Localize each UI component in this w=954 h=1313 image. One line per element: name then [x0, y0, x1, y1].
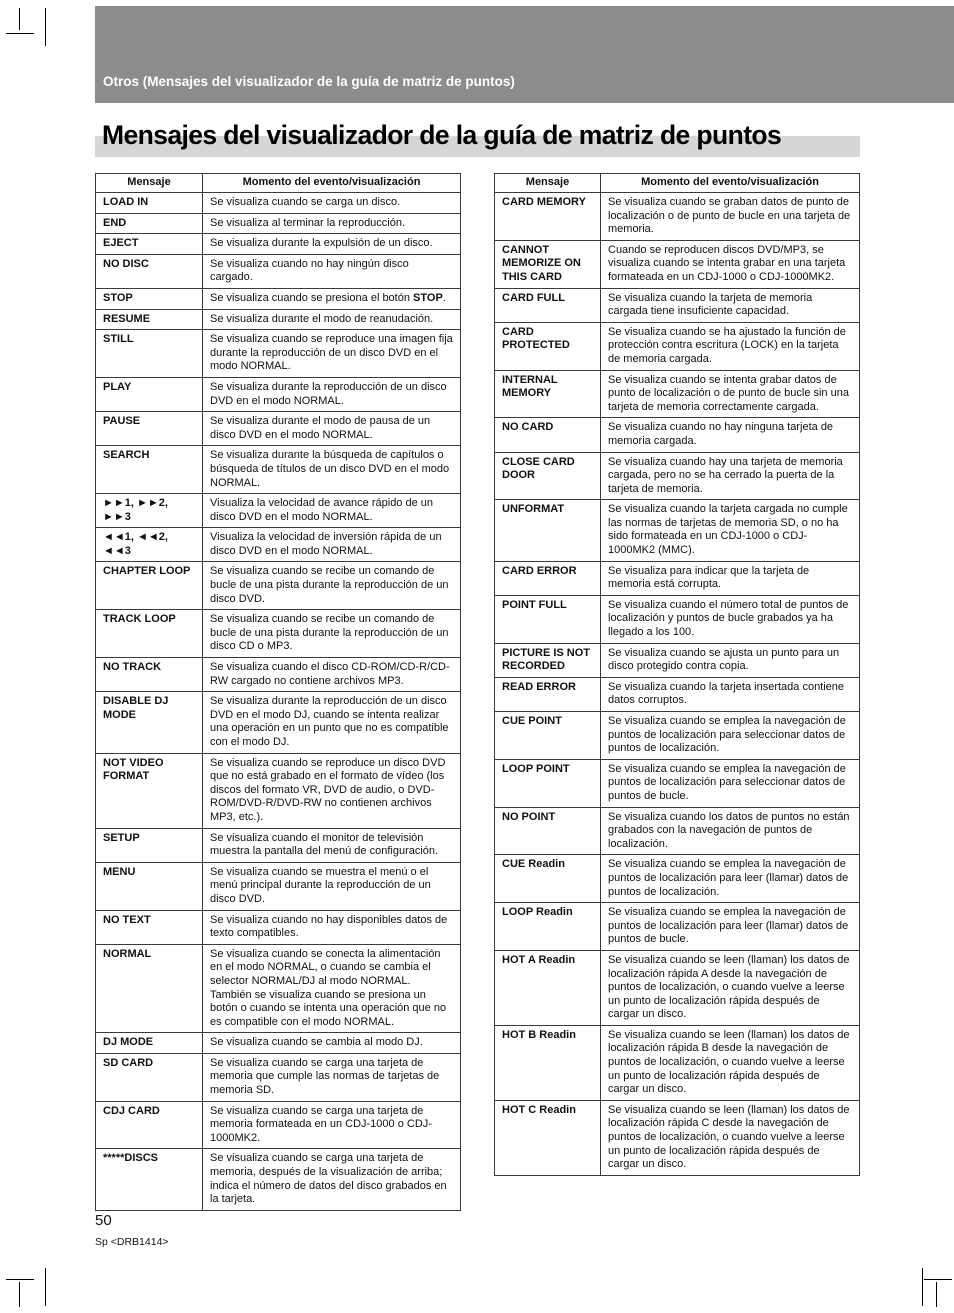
message-description: Se visualiza cuando se carga una tarjeta de memoria que cumple las normas de tarjetas de memoria SD.	[203, 1053, 461, 1101]
message-description: Se visualiza cuando se presiona el botón STOP.	[203, 288, 461, 309]
message-description: Se visualiza al terminar la reproducción.	[203, 213, 461, 234]
message-code: CDJ CARD	[96, 1101, 203, 1149]
message-code: NO DISC	[96, 254, 203, 288]
messages-table-left	[95, 173, 461, 1211]
table-row	[96, 494, 461, 528]
table-row	[495, 452, 860, 500]
message-description: Se visualiza cuando se recibe un comando de bucle de una pista durante la reproducción de un disco DVD.	[203, 562, 461, 610]
table-row	[495, 595, 860, 643]
table-row	[495, 1100, 860, 1175]
message-description: Se visualiza cuando se carga una tarjeta de memoria formateada en un CDJ-1000 o CDJ-1000MK2.	[203, 1101, 461, 1149]
message-code: LOOP POINT	[495, 759, 601, 807]
table-row	[495, 950, 860, 1025]
message-code: PAUSE	[96, 412, 203, 446]
message-description: Se visualiza cuando se ajusta un punto para un disco protegido contra copia.	[601, 643, 860, 677]
crop-mark	[924, 1279, 952, 1280]
table-row	[495, 500, 860, 561]
page-title: Mensajes del visualizador de la guía de matriz de puntos	[102, 120, 782, 150]
table-row	[96, 193, 461, 214]
page-number: 50	[95, 1212, 112, 1229]
table-row	[495, 288, 860, 322]
message-description: Se visualiza durante el modo de reanudación.	[203, 309, 461, 330]
message-code: INTERNAL MEMORY	[495, 370, 601, 418]
message-description: Se visualiza cuando se carga un disco.	[203, 193, 461, 214]
message-code: RESUME	[96, 309, 203, 330]
table-row	[96, 562, 461, 610]
message-description: Se visualiza cuando se carga una tarjeta de memoria, después de la visualización de arriba; indica el número de datos del disco grabados en la tarjeta.	[203, 1149, 461, 1210]
message-description: Se visualiza cuando se intenta grabar datos de punto de localización o de punto de bucle sin una tarjeta de memoria correctamente cargada.	[601, 370, 860, 418]
table-row	[96, 692, 461, 753]
table-row	[96, 658, 461, 692]
message-code: HOT C Readin	[495, 1100, 601, 1175]
message-description: Se visualiza cuando se reproduce un disco DVD que no está grabado en el formato de vídeo (los discos del formato VR, DVD de audio, o DVD-ROM/DVD-R/DVD-RW no contienen archivos MP3, etc.).	[203, 753, 461, 828]
message-code: NO CARD	[495, 418, 601, 452]
table-row	[96, 753, 461, 828]
table-row	[495, 561, 860, 595]
table-row	[495, 855, 860, 903]
message-code: HOT A Readin	[495, 950, 601, 1025]
crop-mark	[6, 1279, 34, 1280]
message-description: Se visualiza cuando se emplea la navegación de puntos de localización para leer (llamar) datos de puntos de bucle.	[601, 903, 860, 951]
message-description: Se visualiza para indicar que la tarjeta de memoria está corrupta.	[601, 561, 860, 595]
table-row	[96, 944, 461, 1033]
table-body-right	[495, 193, 860, 1176]
message-description: Se visualiza cuando se leen (llaman) los datos de localización rápida B desde la navegación de puntos de localización, o cuando vuelve a leerse un punto de localización rápida después de cargar un disco.	[601, 1025, 860, 1100]
table-row	[96, 213, 461, 234]
message-description: Visualiza la velocidad de inversión rápida de un disco DVD en el modo NORMAL.	[203, 528, 461, 562]
emphasis-stop: STOP	[413, 291, 443, 304]
message-description: Se visualiza durante el modo de pausa de un disco DVD en el modo NORMAL.	[203, 412, 461, 446]
table-row	[96, 828, 461, 862]
table-header-row	[495, 174, 860, 193]
message-code: READ ERROR	[495, 677, 601, 711]
message-code: ◄◄1, ◄◄2, ◄◄3	[96, 528, 203, 562]
messages-table-right	[494, 173, 860, 1176]
message-code: NO POINT	[495, 807, 601, 855]
message-code: NO TEXT	[96, 910, 203, 944]
message-code: CUE POINT	[495, 712, 601, 760]
message-description: Se visualiza cuando se reproduce una imagen fija durante la reproducción de un disco DVD en el modo NORMAL.	[203, 330, 461, 378]
message-description: Se visualiza cuando se emplea la navegación de puntos de localización para seleccionar datos de puntos de bucle.	[601, 759, 860, 807]
table-row	[495, 677, 860, 711]
message-code: CARD ERROR	[495, 561, 601, 595]
table-row	[96, 1033, 461, 1054]
table-row	[96, 910, 461, 944]
header-band	[95, 6, 954, 103]
message-description: Se visualiza cuando se emplea la navegación de puntos de localización para leer (llamar) datos de puntos de localización.	[601, 855, 860, 903]
message-code: STILL	[96, 330, 203, 378]
table-row	[96, 528, 461, 562]
table-row	[495, 759, 860, 807]
table-row	[96, 1053, 461, 1101]
message-code: CARD MEMORY	[495, 193, 601, 241]
message-code: NORMAL	[96, 944, 203, 1033]
message-code: HOT B Readin	[495, 1025, 601, 1100]
message-code: END	[96, 213, 203, 234]
message-description: Se visualiza cuando se cambia al modo DJ.	[203, 1033, 461, 1054]
message-description: Se visualiza cuando los datos de puntos no están grabados con la navegación de puntos de localización.	[601, 807, 860, 855]
header-mensaje: Mensaje	[495, 174, 601, 193]
message-description: Se visualiza cuando hay una tarjeta de memoria cargada, pero no se ha cerrado la puerta de la tarjeta de memoria.	[601, 452, 860, 500]
message-code: CHAPTER LOOP	[96, 562, 203, 610]
message-code: SEARCH	[96, 446, 203, 494]
message-description: Se visualiza cuando se leen (llaman) los datos de localización rápida A desde la navegación de puntos de localización, o cuando vuelve a leerse un punto de localización rápida después de cargar un disco.	[601, 950, 860, 1025]
table-row	[495, 643, 860, 677]
message-code: TRACK LOOP	[96, 610, 203, 658]
table-row	[495, 1025, 860, 1100]
table-row	[96, 254, 461, 288]
message-description: Visualiza la velocidad de avance rápido de un disco DVD en el modo NORMAL.	[203, 494, 461, 528]
message-description: Se visualiza cuando se leen (llaman) los datos de localización rápida C desde la navegación de puntos de localización, o cuando vuelve a leerse un punto de localización rápida después de cargar un disco.	[601, 1100, 860, 1175]
message-description: Se visualiza cuando no hay ningún disco cargado.	[203, 254, 461, 288]
message-description: Se visualiza cuando el monitor de televisión muestra la pantalla del menú de configuración.	[203, 828, 461, 862]
crop-mark	[6, 33, 34, 34]
message-description: Se visualiza cuando se muestra el menú o el menú principal durante la reproducción de un disco DVD.	[203, 862, 461, 910]
message-code: DJ MODE	[96, 1033, 203, 1054]
message-description: Se visualiza cuando la tarjeta insertada contiene datos corruptos.	[601, 677, 860, 711]
message-description: Se visualiza durante la expulsión de un disco.	[203, 234, 461, 255]
message-description: Se visualiza cuando el disco CD-ROM/CD-R/CD-RW cargado no contiene archivos MP3.	[203, 658, 461, 692]
message-description: Se visualiza durante la búsqueda de capítulos o búsqueda de títulos de un disco DVD en el modo NORMAL.	[203, 446, 461, 494]
header-momento: Momento del evento/visualización	[203, 174, 461, 193]
message-code: PICTURE IS NOT RECORDED	[495, 643, 601, 677]
table-row	[495, 370, 860, 418]
message-description: Se visualiza cuando se emplea la navegación de puntos de localización para seleccionar datos de puntos de localización.	[601, 712, 860, 760]
message-description: Se visualiza cuando no hay ninguna tarjeta de memoria cargada.	[601, 418, 860, 452]
message-description: Se visualiza cuando se ha ajustado la función de protección contra escritura (LOCK) en la tarjeta de memoria cargada.	[601, 322, 860, 370]
message-code: LOAD IN	[96, 193, 203, 214]
message-code: LOOP Readin	[495, 903, 601, 951]
table-row	[96, 610, 461, 658]
crop-mark	[922, 1268, 923, 1306]
table-row	[96, 377, 461, 411]
message-code: CLOSE CARD DOOR	[495, 452, 601, 500]
crop-mark	[19, 8, 20, 30]
header-mensaje: Mensaje	[96, 174, 203, 193]
crop-mark	[936, 1282, 937, 1307]
message-code: CARD FULL	[495, 288, 601, 322]
message-description: Cuando se reproducen discos DVD/MP3, se visualiza cuando se intenta grabar en una tarjeta formateada en un CDJ-1000 o CDJ-1000MK2.	[601, 240, 860, 288]
message-code: NO TRACK	[96, 658, 203, 692]
table-row	[96, 330, 461, 378]
table-row	[495, 193, 860, 241]
table-header-row	[96, 174, 461, 193]
message-code: CANNOT MEMORIZE ON THIS CARD	[495, 240, 601, 288]
message-code: *****DISCS	[96, 1149, 203, 1210]
message-description: Se visualiza cuando la tarjeta de memoria cargada tiene insuficiente capacidad.	[601, 288, 860, 322]
message-code: SETUP	[96, 828, 203, 862]
message-description: Se visualiza cuando no hay disponibles datos de texto compatibles.	[203, 910, 461, 944]
crop-mark	[45, 1268, 46, 1306]
message-description: Se visualiza cuando el número total de puntos de localización y puntos de bucle grabados ya ha llegado a los 100.	[601, 595, 860, 643]
crop-mark	[19, 1282, 20, 1307]
crop-mark	[45, 8, 46, 46]
message-code: SD CARD	[96, 1053, 203, 1101]
table-row	[96, 288, 461, 309]
table-row	[96, 446, 461, 494]
message-code: CUE Readin	[495, 855, 601, 903]
table-row	[96, 1149, 461, 1210]
message-code: STOP	[96, 288, 203, 309]
table-row	[495, 903, 860, 951]
message-code: MENU	[96, 862, 203, 910]
message-code: POINT FULL	[495, 595, 601, 643]
table-row	[96, 412, 461, 446]
table-row	[495, 322, 860, 370]
message-code: PLAY	[96, 377, 203, 411]
table-row	[495, 418, 860, 452]
table-row	[96, 862, 461, 910]
message-code: CARD PROTECTED	[495, 322, 601, 370]
table-row	[96, 1101, 461, 1149]
message-code: UNFORMAT	[495, 500, 601, 561]
table-row	[495, 240, 860, 288]
message-code: EJECT	[96, 234, 203, 255]
table-row	[96, 234, 461, 255]
message-description: Se visualiza cuando se recibe un comando de bucle de una pista durante la reproducción de un disco CD o MP3.	[203, 610, 461, 658]
header-momento: Momento del evento/visualización	[601, 174, 860, 193]
message-code: DISABLE DJ MODE	[96, 692, 203, 753]
section-heading: Otros (Mensajes del visualizador de la guía de matriz de puntos)	[103, 74, 515, 89]
table-body-left	[96, 193, 461, 1211]
message-description: Se visualiza cuando se conecta la alimentación en el modo NORMAL, o cuando se cambia el selector NORMAL/DJ al modo NORMAL. También se visualiza cuando se presiona un botón o cuando se intenta una operación que no es compatible con el modo NORMAL.	[203, 944, 461, 1033]
table-row	[96, 309, 461, 330]
message-code: NOT VIDEO FORMAT	[96, 753, 203, 828]
table-row	[495, 712, 860, 760]
table-row	[495, 807, 860, 855]
document-code: Sp <DRB1414>	[95, 1236, 169, 1248]
message-code: ►►1, ►►2, ►►3	[96, 494, 203, 528]
message-description: Se visualiza cuando la tarjeta cargada no cumple las normas de tarjetas de memoria SD, o no ha sido formateada en un CDJ-1000 o CDJ-1000MK2 (MMC).	[601, 500, 860, 561]
message-description: Se visualiza cuando se graban datos de punto de localización o de punto de bucle en una tarjeta de memoria.	[601, 193, 860, 241]
message-description: Se visualiza durante la reproducción de un disco DVD en el modo NORMAL.	[203, 377, 461, 411]
message-description: Se visualiza durante la reproducción de un disco DVD en el modo DJ, cuando se intenta realizar una operación en un punto que no es compatible con el modo DJ.	[203, 692, 461, 753]
